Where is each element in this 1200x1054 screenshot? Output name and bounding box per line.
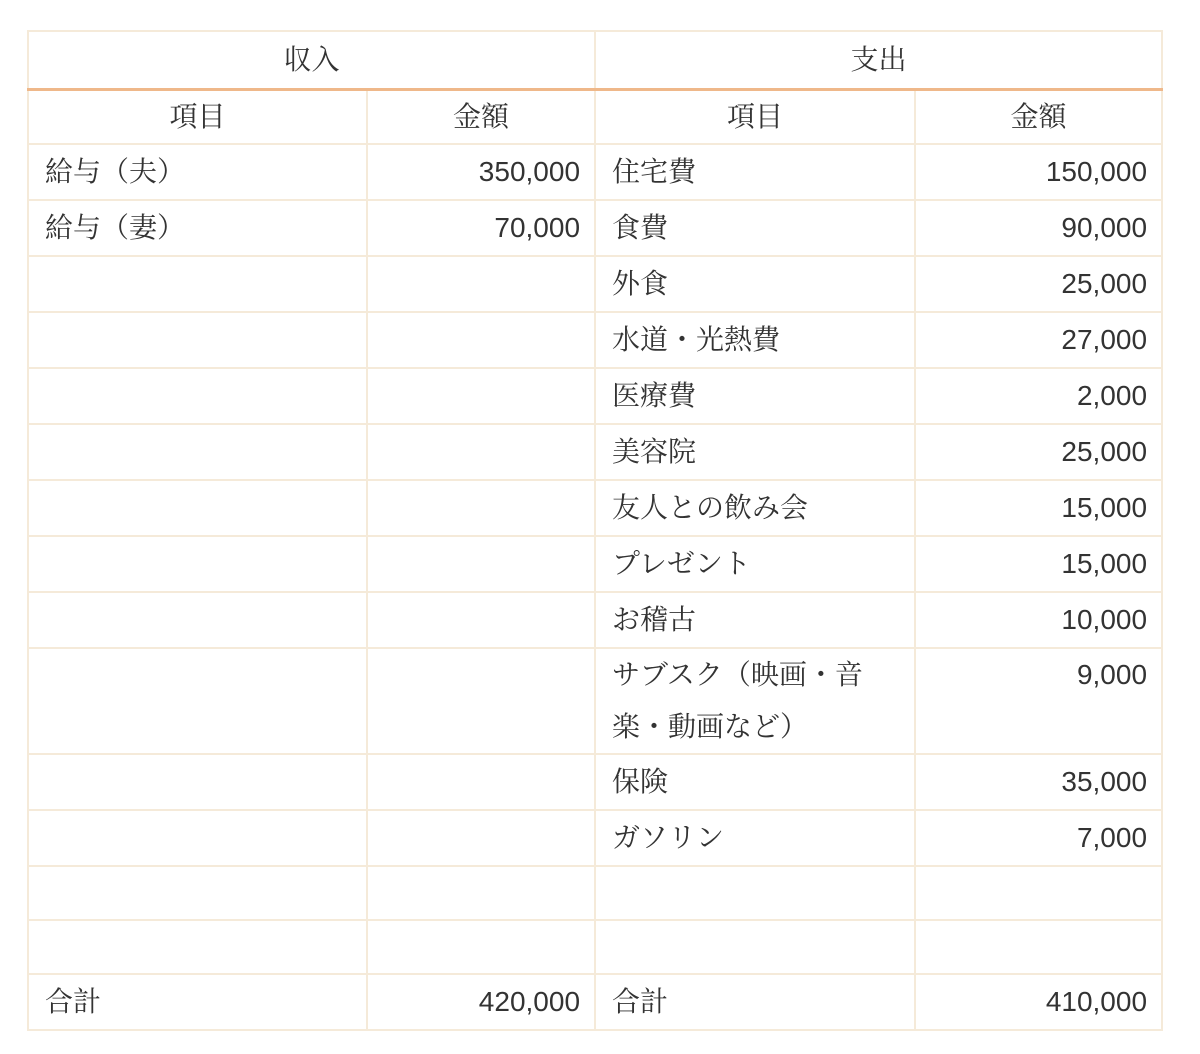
income-item-cell-empty: [28, 648, 367, 754]
expense-item-cell-empty: [595, 920, 915, 974]
budget-table-container: [27, 30, 1161, 1031]
income-item-cell-empty: [28, 754, 367, 810]
expense-header: 支出: [595, 31, 1162, 90]
expense-total-label: 合計: [595, 974, 915, 1030]
expense-item-cell: 外食: [595, 256, 915, 312]
table-row: [28, 754, 1162, 810]
income-amount-cell-empty: [367, 754, 595, 810]
expense-amount-cell: 9,000: [915, 648, 1162, 754]
income-amount-column-header: 金額: [367, 90, 595, 145]
expense-item-cell: プレゼント: [595, 536, 915, 592]
expense-amount-cell: 2,000: [915, 368, 1162, 424]
group-header-row: [28, 31, 1162, 90]
income-item-cell: 給与（妻）: [28, 200, 367, 256]
income-amount-cell-empty: [367, 480, 595, 536]
income-amount-cell-empty: [367, 424, 595, 480]
income-item-cell-empty: [28, 480, 367, 536]
expense-item-cell: お稽古: [595, 592, 915, 648]
income-amount-cell-empty: [367, 256, 595, 312]
income-amount-cell-empty: [367, 648, 595, 754]
expense-item-cell: 美容院: [595, 424, 915, 480]
income-amount-cell-empty: [367, 312, 595, 368]
income-amount-cell-empty: [367, 368, 595, 424]
expense-amount-cell: 35,000: [915, 754, 1162, 810]
income-amount-cell-empty: [367, 592, 595, 648]
expense-item-column-header: 項目: [595, 90, 915, 145]
expense-item-cell: サブスク（映画・音楽・動画など）: [595, 648, 915, 754]
expense-amount-cell: 7,000: [915, 810, 1162, 866]
expense-item-cell-empty: [595, 866, 915, 920]
income-item-cell-empty: [28, 592, 367, 648]
expense-amount-cell: 25,000: [915, 424, 1162, 480]
income-item-cell-empty: [28, 256, 367, 312]
income-item-cell-empty: [28, 536, 367, 592]
income-amount-cell: 350,000: [367, 144, 595, 200]
table-row-empty: [28, 866, 1162, 920]
expense-item-cell: 食費: [595, 200, 915, 256]
table-row: [28, 592, 1162, 648]
expense-item-cell: ガソリン: [595, 810, 915, 866]
table-row: [28, 536, 1162, 592]
table-row: [28, 144, 1162, 200]
table-row-empty: [28, 920, 1162, 974]
expense-item-cell: 医療費: [595, 368, 915, 424]
expense-item-cell: 友人との飲み会: [595, 480, 915, 536]
household-budget-table: [27, 30, 1163, 1031]
table-row: [28, 312, 1162, 368]
table-row: [28, 424, 1162, 480]
expense-amount-cell-empty: [915, 866, 1162, 920]
expense-item-cell: 保険: [595, 754, 915, 810]
income-total-amount: 420,000: [367, 974, 595, 1030]
expense-amount-cell: 10,000: [915, 592, 1162, 648]
expense-amount-cell: 15,000: [915, 536, 1162, 592]
total-row: [28, 974, 1162, 1030]
column-header-row: [28, 90, 1162, 145]
income-item-cell-empty: [28, 810, 367, 866]
table-row: [28, 368, 1162, 424]
table-row: [28, 256, 1162, 312]
expense-item-cell: 水道・光熱費: [595, 312, 915, 368]
table-row: [28, 648, 1162, 754]
expense-amount-cell-empty: [915, 920, 1162, 974]
expense-amount-cell: 150,000: [915, 144, 1162, 200]
income-item-cell-empty: [28, 312, 367, 368]
income-header: 収入: [28, 31, 595, 90]
table-row: [28, 200, 1162, 256]
expense-amount-cell: 90,000: [915, 200, 1162, 256]
income-item-cell-empty: [28, 368, 367, 424]
table-row: [28, 810, 1162, 866]
income-amount-cell-empty: [367, 536, 595, 592]
income-total-label: 合計: [28, 974, 367, 1030]
expense-amount-cell: 27,000: [915, 312, 1162, 368]
expense-amount-cell: 15,000: [915, 480, 1162, 536]
income-amount-cell-empty: [367, 920, 595, 974]
expense-amount-cell: 25,000: [915, 256, 1162, 312]
income-item-cell-empty: [28, 866, 367, 920]
income-amount-cell-empty: [367, 866, 595, 920]
income-amount-cell: 70,000: [367, 200, 595, 256]
income-item-column-header: 項目: [28, 90, 367, 145]
expense-item-cell: 住宅費: [595, 144, 915, 200]
income-item-cell-empty: [28, 920, 367, 974]
expense-amount-column-header: 金額: [915, 90, 1162, 145]
expense-total-amount: 410,000: [915, 974, 1162, 1030]
table-row: [28, 480, 1162, 536]
income-amount-cell-empty: [367, 810, 595, 866]
income-item-cell-empty: [28, 424, 367, 480]
income-item-cell: 給与（夫）: [28, 144, 367, 200]
